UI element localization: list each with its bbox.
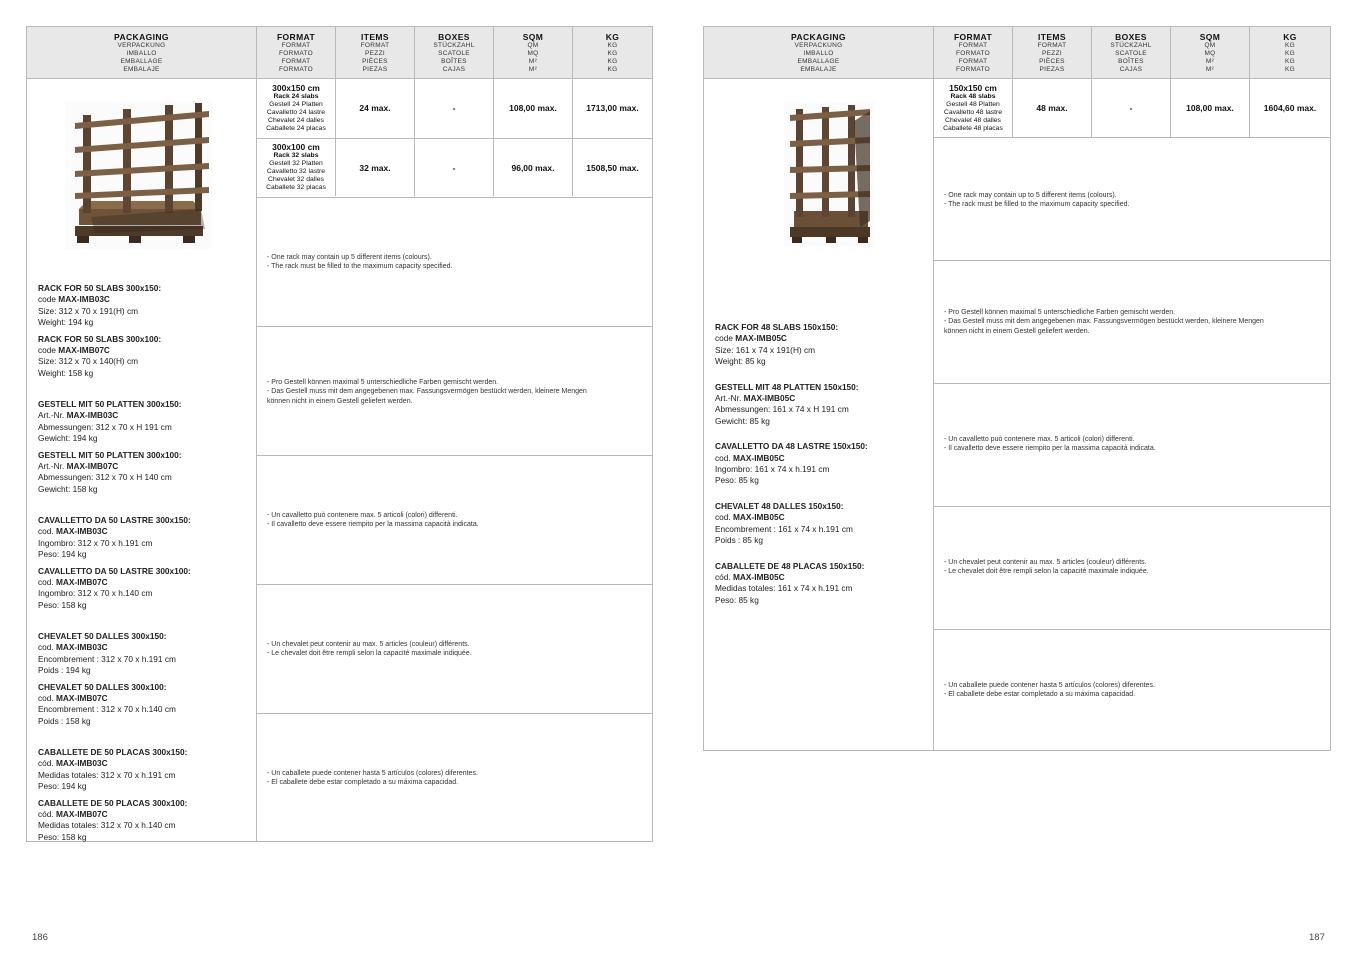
note-line: - Il cavalletto deve essere riempito per la massima capacità indicata. — [944, 445, 1156, 453]
header-sub: MQ — [1204, 50, 1216, 57]
note-line: - Un cavalletto può contenere max. 5 articoli (colori) differenti. — [267, 512, 458, 519]
header-sub: KG — [1285, 42, 1295, 49]
desc-size: Size: 161 x 74 x 191(H) cm — [715, 344, 816, 355]
code-value: MAX-IMB07C — [56, 809, 108, 820]
note-fr — [944, 558, 1324, 577]
format-size: 150x150 cm — [949, 83, 997, 93]
header-sub: BOÎTES — [441, 58, 467, 65]
desc-size: Encombrement : 312 x 70 x h.140 cm — [38, 704, 176, 715]
divider — [933, 79, 934, 750]
desc-weight: Poids : 85 kg — [715, 535, 763, 546]
desc-weight: Peso: 158 kg — [38, 599, 87, 610]
note-line: - One rack may contain up to 5 different items (colours). — [944, 192, 1117, 199]
desc-weight: Peso: 194 kg — [38, 549, 87, 560]
kg-value: 1604,60 max. — [1263, 103, 1317, 113]
header-sub: FORMAT — [281, 42, 311, 49]
format-line: Caballete 32 placas — [266, 184, 326, 191]
note-line: - Le chevalet doit être rempli selon la capacité maximale indiquée. — [944, 568, 1149, 576]
desc-size: Abmessungen: 312 x 70 x H 140 cm — [38, 472, 172, 483]
desc-code — [38, 758, 254, 769]
note-line: - Un cavalletto può contenere max. 5 articoli (colori) differenti. — [944, 436, 1135, 443]
boxes-value: - — [452, 103, 456, 113]
format-line: Caballete 24 placas — [266, 125, 326, 132]
desc-weight: Gewicht: 85 kg — [715, 415, 770, 426]
wooden-rack-image — [784, 101, 874, 247]
code-value: MAX-IMB03C — [58, 294, 110, 305]
format-cell — [934, 83, 1012, 133]
desc-code — [715, 333, 931, 344]
header-items — [336, 27, 415, 79]
note-en — [944, 191, 1324, 210]
header-sub: PIEZAS — [1039, 66, 1065, 73]
header-boxes — [1092, 27, 1171, 79]
format-line: Cavalletto 32 lastre — [266, 168, 326, 175]
desc-title: GESTELL MIT 50 PLATTEN 300x100: — [38, 449, 182, 460]
boxes-value: - — [1129, 103, 1133, 113]
desc-code — [38, 577, 254, 588]
header-title: FORMAT — [276, 32, 316, 42]
code-label: cód. — [715, 571, 733, 582]
header-title: ITEMS — [1038, 32, 1066, 42]
desc-size: Abmessungen: 161 x 74 x H 191 cm — [715, 404, 849, 415]
note-es — [944, 681, 1324, 700]
kg-value: 1508,50 max. — [586, 163, 639, 173]
items-value: 48 max. — [1036, 103, 1068, 113]
code-label: cód. — [38, 809, 56, 820]
code-label: Art.-Nr. — [38, 461, 67, 472]
divider — [257, 326, 652, 327]
desc-title: CABALLETE DE 50 PLACAS 300x150: — [38, 747, 188, 757]
format-line: Rack 32 slabs — [273, 152, 319, 159]
header-sub: STÜCKZAHL — [433, 42, 475, 49]
header-sqm — [494, 27, 573, 79]
header-sub: M² — [1205, 66, 1215, 73]
format-line: Gestell 32 Platten — [269, 160, 323, 167]
note-en — [267, 253, 647, 272]
desc-size: Medidas totales: 312 x 70 x h.140 cm — [38, 820, 176, 831]
packaging-table-left — [26, 26, 653, 842]
code-value: MAX-IMB03C — [56, 758, 108, 769]
header-sub: PIEZAS — [362, 66, 388, 73]
code-label: code — [715, 333, 736, 344]
desc-weight: Weight: 194 kg — [38, 317, 94, 328]
note-line: - Le chevalet doit être rempli selon la capacité maximale indiquée. — [267, 650, 472, 658]
desc-title: RACK FOR 48 SLABS 150x150: — [715, 322, 839, 332]
desc-weight: Peso: 158 kg — [38, 831, 87, 842]
desc-size: Encombrement : 312 x 70 x h.191 cm — [38, 653, 176, 664]
note-line: - El caballete debe estar completado a su máxima capacidad. — [944, 691, 1136, 699]
header-sub: FORMATO — [279, 66, 313, 73]
desc-es — [38, 747, 254, 843]
desc-fr — [38, 631, 254, 727]
header-sub: KG — [607, 50, 618, 57]
header-sub: FORMATO — [279, 50, 313, 57]
header-title: PACKAGING — [114, 32, 169, 42]
desc-code — [38, 526, 254, 537]
desc-size: Size: 312 x 70 x 140(H) cm — [38, 356, 139, 367]
format-line: Caballete 48 placas — [943, 125, 1003, 132]
header-sub: IMBALLO — [126, 50, 157, 57]
desc-it — [38, 515, 254, 611]
header-title: KG — [1283, 32, 1297, 42]
code-value: MAX-IMB05C — [743, 393, 796, 404]
code-value: MAX-IMB07C — [56, 577, 108, 588]
code-value: MAX-IMB05C — [733, 571, 785, 582]
table-body — [27, 79, 652, 841]
items-value: 32 max. — [359, 163, 391, 173]
divider — [257, 584, 652, 585]
header-sub: IMBALLO — [803, 50, 834, 57]
sqm-value: 108,00 max. — [509, 103, 557, 113]
format-line: Cavalletto 48 lastre — [943, 109, 1003, 116]
format-size: 300x150 cm — [272, 83, 320, 93]
desc-code — [715, 512, 931, 523]
header-sub: EMBALLAGE — [120, 58, 163, 65]
header-packaging — [704, 27, 934, 79]
desc-title: GESTELL MIT 50 PLATTEN 300x150: — [38, 399, 182, 409]
divider — [934, 260, 1330, 261]
code-value: MAX-IMB03C — [66, 410, 119, 421]
header-sub: M² — [528, 66, 538, 73]
items-value: 24 max. — [359, 103, 391, 113]
header-sub: EMBALLAGE — [797, 58, 840, 65]
wooden-rack-image — [65, 101, 213, 249]
header-format — [257, 27, 336, 79]
header-sub: QM — [527, 42, 539, 49]
desc-code — [38, 345, 254, 356]
header-sub: FORMAT — [958, 58, 988, 65]
header-packaging — [27, 27, 257, 79]
header-title: ITEMS — [361, 32, 389, 42]
desc-title: RACK FOR 50 SLABS 300x100: — [38, 333, 162, 344]
desc-title: RACK FOR 50 SLABS 300x150: — [38, 283, 162, 293]
format-line: Gestell 24 Platten — [269, 101, 323, 108]
format-cell — [257, 83, 335, 133]
note-line: - Un caballete puede contener hasta 5 artículos (colores) diferentes. — [267, 770, 478, 777]
header-sub: FORMAT — [281, 58, 311, 65]
desc-weight: Poids : 194 kg — [38, 665, 91, 676]
desc-title: CHEVALET 50 DALLES 300x100: — [38, 681, 167, 692]
header-sub: KG — [1285, 66, 1295, 73]
header-sub: PIÈCES — [362, 58, 388, 65]
desc-weight: Poids : 158 kg — [38, 715, 91, 726]
divider — [257, 197, 652, 198]
note-line: - Un caballete puede contener hasta 5 artículos (colores) diferentes. — [944, 682, 1155, 689]
desc-title: CAVALLETTO DA 50 LASTRE 300x100: — [38, 565, 191, 576]
table-header — [704, 27, 1330, 79]
header-sub: CAJAS — [442, 66, 466, 73]
header-sub: SCATOLE — [1115, 50, 1147, 57]
header-title: PACKAGING — [791, 32, 846, 42]
desc-size: Encombrement : 161 x 74 x h.191 cm — [715, 523, 853, 534]
code-label: cod. — [38, 526, 56, 537]
desc-size: Medidas totales: 312 x 70 x h.191 cm — [38, 769, 176, 780]
desc-size: Ingombro: 161 x 74 x h.191 cm — [715, 464, 830, 475]
sqm-value: 96,00 max. — [511, 163, 555, 173]
header-sub: FORMATO — [956, 66, 990, 73]
divider — [257, 713, 652, 714]
desc-size: Medidas totales: 161 x 74 x h.191 cm — [715, 583, 853, 594]
header-sub: KG — [607, 42, 618, 49]
code-label: Art.-Nr. — [715, 393, 744, 404]
desc-title: GESTELL MIT 48 PLATTEN 150x150: — [715, 381, 859, 392]
header-title: KG — [605, 32, 620, 42]
boxes-value: - — [452, 163, 456, 173]
note-it — [267, 511, 647, 530]
header-sub: FORMAT — [360, 42, 390, 49]
divider — [257, 138, 652, 139]
desc-weight: Gewicht: 194 kg — [38, 433, 98, 444]
sqm-value: 108,00 max. — [1186, 103, 1234, 113]
header-sub: STÜCKZAHL — [1110, 42, 1152, 49]
desc-code — [715, 453, 931, 464]
table-body — [704, 79, 1330, 750]
note-it — [944, 435, 1324, 454]
code-label: cod. — [715, 452, 733, 463]
desc-weight: Gewicht: 158 kg — [38, 483, 98, 494]
desc-title: CHEVALET 50 DALLES 300x150: — [38, 631, 167, 641]
header-sub: EMBALAJE — [123, 66, 160, 73]
code-value: MAX-IMB07C — [56, 693, 108, 704]
desc-weight: Weight: 85 kg — [715, 356, 766, 367]
format-size: 300x100 cm — [272, 142, 320, 152]
header-sub: PEZZI — [365, 50, 385, 57]
desc-weight: Weight: 158 kg — [38, 367, 94, 378]
header-sqm — [1171, 27, 1250, 79]
header-title: SQM — [522, 32, 544, 42]
desc-code — [38, 809, 254, 820]
code-value: MAX-IMB07C — [66, 461, 119, 472]
code-label: cód. — [38, 758, 56, 769]
header-sub: PIÈCES — [1039, 58, 1065, 65]
desc-code — [38, 642, 254, 653]
header-sub: QM — [1204, 42, 1216, 49]
header-title: BOXES — [1115, 32, 1147, 42]
page-number-left: 186 — [32, 932, 48, 943]
divider — [934, 137, 1330, 138]
format-line: Chevalet 48 dalles — [945, 117, 1001, 124]
divider — [934, 383, 1330, 384]
code-value: MAX-IMB07C — [58, 345, 110, 356]
desc-size: Abmessungen: 312 x 70 x H 191 cm — [38, 421, 172, 432]
note-line: - Il cavalletto deve essere riempito per la massima capacità indicata. — [267, 521, 479, 529]
note-line: - One rack may contain up 5 different items (colours). — [267, 254, 432, 261]
desc-en — [38, 283, 254, 379]
header-kg — [1250, 27, 1330, 79]
desc-size: Ingombro: 312 x 70 x h.191 cm — [38, 537, 153, 548]
code-label: code — [38, 294, 59, 305]
desc-en — [715, 322, 931, 606]
code-label: cod. — [715, 512, 733, 523]
header-sub: VERPACKUNG — [794, 42, 843, 49]
note-line: können nicht in einem Gestell geliefert werden. — [267, 397, 413, 405]
divider — [934, 629, 1330, 630]
desc-size: Ingombro: 312 x 70 x h.140 cm — [38, 588, 153, 599]
format-line: Rack 24 slabs — [273, 93, 319, 100]
note-de — [267, 378, 652, 406]
header-format — [934, 27, 1013, 79]
header-sub: EMBALAJE — [800, 66, 837, 73]
desc-weight: Peso: 85 kg — [715, 475, 759, 486]
code-value: MAX-IMB05C — [733, 512, 785, 523]
code-value: MAX-IMB03C — [56, 642, 108, 653]
code-value: MAX-IMB03C — [56, 526, 108, 537]
format-line: Chevalet 32 dalles — [268, 176, 324, 183]
note-line: - Pro Gestell können maximal 5 unterschiedliche Farben gemischt werden. — [944, 309, 1176, 316]
code-label: cod. — [38, 577, 56, 588]
code-label: cod. — [38, 693, 56, 704]
note-es — [267, 769, 647, 788]
header-sub: KG — [1285, 58, 1295, 65]
note-line: - Pro Gestell können maximal 5 unterschiedliche Farben gemischt werden. — [267, 379, 499, 386]
note-line: können nicht in einem Gestell geliefert werden. — [944, 327, 1090, 335]
format-cell — [257, 142, 335, 192]
note-de — [944, 308, 1329, 336]
desc-weight: Peso: 85 kg — [715, 594, 759, 605]
divider — [256, 79, 257, 841]
header-sub: KG — [607, 66, 618, 73]
code-value: MAX-IMB05C — [733, 452, 785, 463]
desc-title: CABALLETE DE 50 PLACAS 300x100: — [38, 797, 188, 808]
format-line: Gestell 48 Platten — [946, 101, 1000, 108]
header-sub: PEZZI — [1042, 50, 1062, 57]
header-title: FORMAT — [953, 32, 993, 42]
desc-title: CAVALLETTO DA 48 LASTRE 150x150: — [715, 441, 868, 452]
desc-code — [715, 393, 931, 404]
page-number-right: 187 — [1309, 932, 1325, 943]
desc-code — [38, 461, 254, 472]
header-items — [1013, 27, 1092, 79]
note-line: - The rack must be filled to the maximum capacity specified. — [267, 263, 453, 271]
divider — [257, 455, 652, 456]
code-value: MAX-IMB05C — [735, 333, 787, 344]
note-fr — [267, 640, 647, 659]
note-line: - Un chevalet peut contenir au max. 5 articles (couleur) différents. — [944, 559, 1147, 566]
desc-code — [38, 294, 254, 305]
desc-code — [715, 572, 931, 583]
table-header — [27, 27, 652, 79]
header-sub: BOÎTES — [1118, 58, 1144, 65]
header-sub: M² — [1205, 58, 1215, 65]
header-sub: FORMAT — [958, 42, 988, 49]
note-line: - Das Gestell muss mit dem angegebenen max. Fassungsvermögen bestückt werden, kleinere Mengen — [267, 388, 587, 396]
desc-de — [38, 399, 254, 495]
divider — [934, 506, 1330, 507]
format-line: Cavalletto 24 lastre — [266, 109, 326, 116]
header-title: BOXES — [438, 32, 470, 42]
header-sub: VERPACKUNG — [117, 42, 166, 49]
desc-title: CAVALLETTO DA 50 LASTRE 300x150: — [38, 515, 191, 525]
header-sub: SCATOLE — [438, 50, 470, 57]
header-sub: CAJAS — [1119, 66, 1143, 73]
format-line: Rack 48 slabs — [950, 93, 996, 100]
note-line: - Das Gestell muss mit dem angegebenen max. Fassungsvermögen bestückt werden, kleinere Mengen — [944, 318, 1264, 326]
code-label: Art.-Nr. — [38, 410, 67, 421]
desc-title: CHEVALET 48 DALLES 150x150: — [715, 500, 844, 511]
note-line: - El caballete debe estar completado a su máxima capacidad. — [267, 779, 459, 787]
note-line: - The rack must be filled to the maximum capacity specified. — [944, 201, 1130, 209]
desc-size: Size: 312 x 70 x 191(H) cm — [38, 305, 139, 316]
note-line: - Un chevalet peut contenir au max. 5 articles (couleur) différents. — [267, 641, 470, 648]
desc-title: CABALLETE DE 48 PLACAS 150x150: — [715, 560, 865, 571]
header-sub: KG — [1285, 50, 1295, 57]
header-sub: FORMAT — [1037, 42, 1067, 49]
kg-value: 1713,00 max. — [586, 103, 639, 113]
header-sub: MQ — [527, 50, 539, 57]
desc-weight: Peso: 194 kg — [38, 781, 87, 792]
header-boxes — [415, 27, 494, 79]
code-label: cod. — [38, 642, 56, 653]
format-line: Chevalet 24 dalles — [268, 117, 324, 124]
code-label: code — [38, 345, 59, 356]
header-sub: FORMATO — [956, 50, 990, 57]
desc-code — [38, 410, 254, 421]
header-title: SQM — [1199, 32, 1221, 42]
desc-code — [38, 693, 254, 704]
packaging-table-right — [703, 26, 1331, 751]
header-kg — [573, 27, 652, 79]
header-sub: KG — [607, 58, 618, 65]
header-sub: M² — [528, 58, 538, 65]
